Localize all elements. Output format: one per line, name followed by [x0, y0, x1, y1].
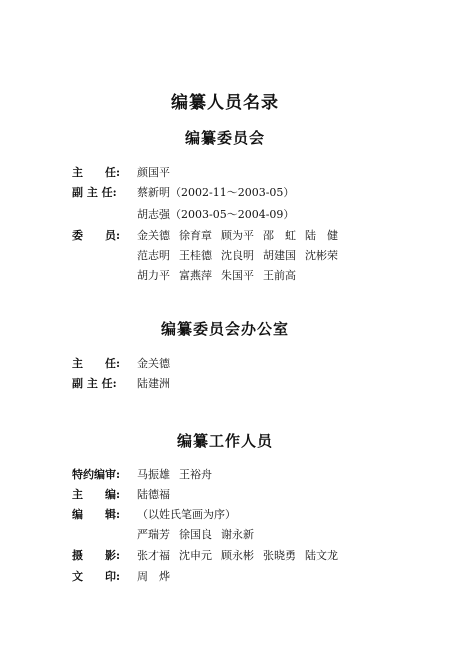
person-name: 沈申元: [179, 549, 212, 562]
member-name: 徐育章: [179, 229, 212, 242]
member-name: 胡建国: [263, 249, 296, 262]
member-name: 沈良明: [221, 249, 254, 262]
page-title: 编纂人员名录: [171, 93, 279, 113]
person-name: 陆建洲: [137, 377, 170, 390]
person-name: 陆德福: [137, 488, 170, 501]
member-name: 邵 虹: [263, 229, 296, 242]
person-name: 颜国平: [137, 166, 170, 179]
member-name: 陆 健: [305, 229, 338, 242]
role-label: 主 任:: [72, 357, 121, 370]
person-entry: 蔡新明（2002-11～2003-05）: [137, 186, 295, 199]
person-name: 陆文龙: [305, 549, 338, 562]
section-heading-staff: 编纂工作人员: [176, 432, 273, 450]
section-heading-committee: 编纂委员会: [184, 129, 265, 147]
role-label: 文 印:: [72, 570, 121, 583]
member-name: 胡力平: [137, 269, 170, 282]
person-name: 谢永新: [221, 528, 254, 541]
person-name: 顾永彬: [221, 549, 254, 562]
person-name: 张晓勇: [263, 549, 296, 562]
person-name: 严瑞芳: [137, 528, 170, 541]
role-label: 主 任:: [72, 166, 121, 179]
person-name: 王裕舟: [179, 468, 212, 481]
role-label: 主 编:: [72, 488, 121, 501]
member-names: [137, 249, 347, 263]
member-names: [137, 229, 347, 243]
member-names: [137, 269, 305, 283]
member-name: 王前高: [263, 269, 296, 282]
member-name: 范志明: [137, 249, 170, 262]
reviewer-names: [137, 468, 221, 482]
role-label: 编 辑:: [72, 508, 121, 521]
role-label: 特约编审:: [72, 468, 121, 481]
member-name: 沈彬荣: [305, 249, 338, 262]
person-name: 马振雄: [137, 468, 170, 481]
member-name: 富燕萍: [179, 269, 212, 282]
person-name: 徐国良: [179, 528, 212, 541]
role-label: 摄 影:: [72, 549, 121, 562]
member-name: 顾为平: [221, 229, 254, 242]
section-heading-office: 编纂委员会办公室: [160, 320, 289, 338]
role-label: 副 主 任:: [72, 186, 117, 199]
member-name: 金关德: [137, 229, 170, 242]
person-name: 周 烨: [137, 570, 170, 583]
editor-names: [137, 528, 263, 542]
person-name: 张才福: [137, 549, 170, 562]
ordering-note: （以姓氏笔画为序）: [137, 508, 236, 521]
person-entry: 胡志强（2003-05～2004-09）: [137, 208, 295, 221]
photographer-names: [137, 549, 347, 563]
member-name: 王桂德: [179, 249, 212, 262]
member-name: 朱国平: [221, 269, 254, 282]
person-name: 金关德: [137, 357, 170, 370]
role-label: 副 主 任:: [72, 377, 117, 390]
role-label: 委 员:: [72, 229, 121, 242]
